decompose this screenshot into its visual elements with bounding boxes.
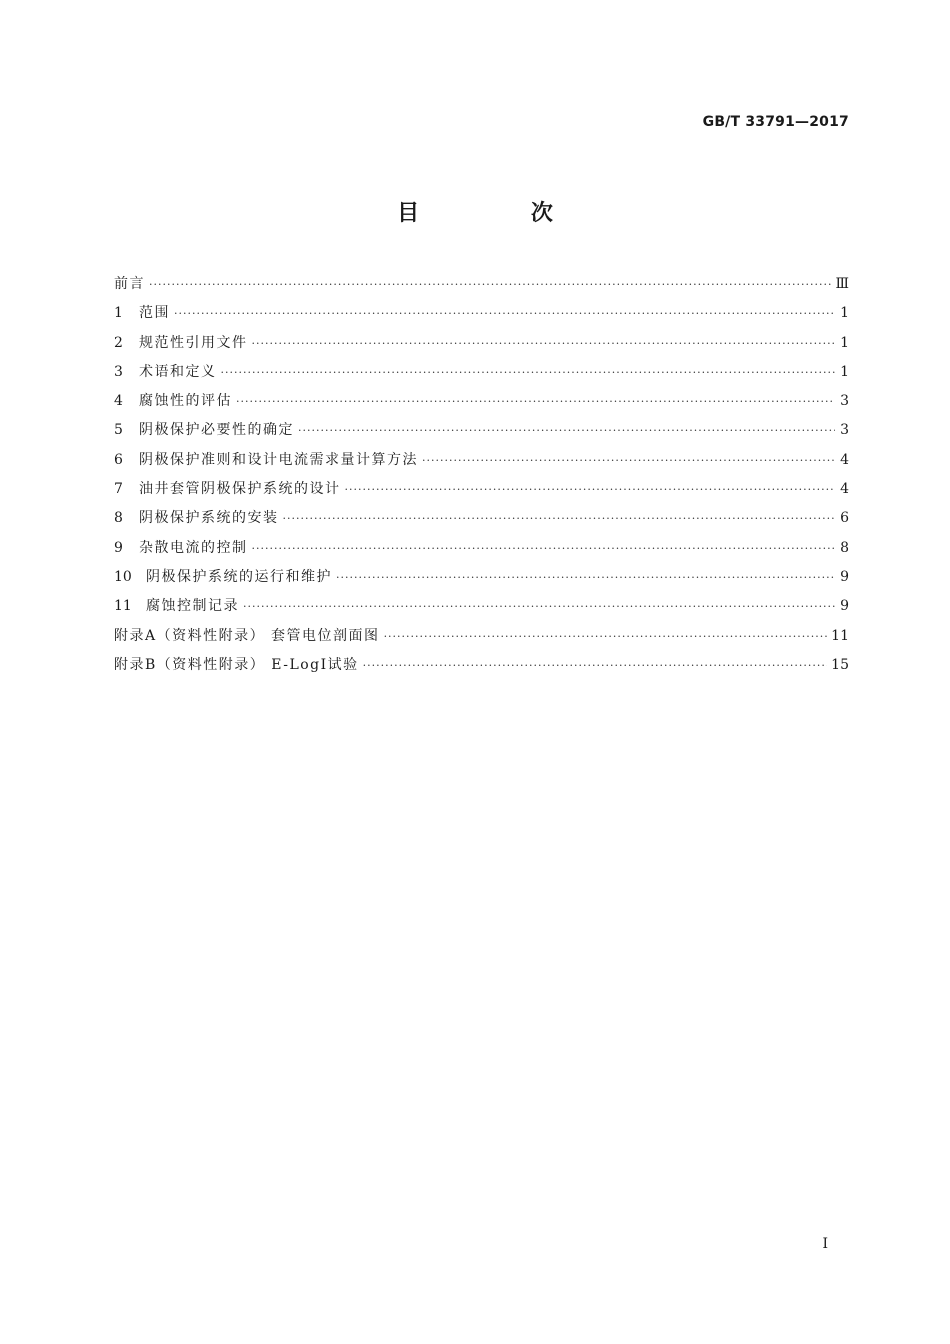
toc-entry-number: 6 (114, 451, 123, 468)
page-title: 目 次 (397, 201, 605, 226)
toc-entry-number: 8 (114, 510, 123, 527)
toc-entry-10[interactable] (114, 563, 849, 592)
toc-entry-number: 5 (114, 422, 123, 439)
toc-entry-8[interactable] (114, 504, 849, 533)
toc-entry-page: 1 (840, 363, 849, 380)
toc-leader-dots (298, 416, 835, 445)
toc-entry-number: 9 (114, 539, 123, 556)
toc-entry-page: 9 (840, 568, 849, 585)
toc-entry-label: 阴极保护系统的运行和维护 (146, 568, 332, 585)
toc-entry-label: 附录A（资料性附录） 套管电位剖面图 (114, 627, 380, 644)
toc-entry-page: 6 (840, 510, 849, 527)
toc-entry-page: 3 (840, 393, 849, 410)
toc-entry-label: 腐蚀性的评估 (139, 393, 232, 410)
toc-entry-annex-a[interactable] (114, 622, 849, 651)
toc-entry-annex-b[interactable] (114, 651, 849, 680)
toc-entry-page: 1 (840, 305, 849, 322)
toc-leader-dots (149, 270, 831, 299)
toc-entry-number: 1 (114, 305, 123, 322)
toc-entry-number: 4 (114, 393, 123, 410)
toc-leader-dots (252, 534, 836, 563)
toc-entry-label: 阴极保护准则和设计电流需求量计算方法 (139, 451, 418, 468)
toc-entry-number: 3 (114, 363, 123, 380)
toc-entry-page: 15 (831, 656, 849, 673)
toc-leader-dots (236, 387, 835, 416)
toc-entry-label: 附录B（资料性附录） E-LogI试验 (114, 656, 359, 673)
toc-entry-page: 8 (840, 539, 849, 556)
toc-leader-dots (384, 622, 828, 651)
toc-entry-6[interactable] (114, 446, 849, 475)
toc-leader-dots (363, 651, 828, 680)
toc-leader-dots (174, 299, 835, 328)
toc-entry-4[interactable] (114, 387, 849, 416)
toc-entry-label: 腐蚀控制记录 (146, 598, 239, 615)
toc-leader-dots (345, 475, 836, 504)
toc-entry-foreword[interactable] (114, 270, 849, 299)
toc-entry-label: 规范性引用文件 (139, 334, 248, 351)
toc-leader-dots (221, 358, 836, 387)
toc-leader-dots (422, 446, 835, 475)
toc-entry-label: 油井套管阴极保护系统的设计 (139, 481, 341, 498)
toc-entry-11[interactable] (114, 592, 849, 621)
toc-entry-1[interactable] (114, 299, 849, 328)
standard-code: GB/T 33791—2017 (702, 114, 849, 130)
toc-entry-label: 前言 (114, 276, 145, 292)
toc-entry-7[interactable] (114, 475, 849, 504)
toc-entry-page: 1 (840, 334, 849, 351)
toc-entry-9[interactable] (114, 534, 849, 563)
toc-entry-label: 范围 (139, 305, 170, 322)
toc-entry-page: 11 (831, 627, 849, 644)
toc-entry-number: 7 (114, 481, 123, 498)
toc-entry-page: 9 (840, 598, 849, 615)
toc-entry-number: 10 (114, 568, 132, 585)
toc-entry-label: 阴极保护系统的安装 (139, 510, 279, 527)
toc-entry-label: 阴极保护必要性的确定 (139, 422, 294, 439)
toc-leader-dots (243, 592, 835, 621)
toc-entry-page: Ⅲ (835, 276, 849, 292)
page-number: I (822, 1236, 828, 1252)
toc-entry-number: 11 (114, 598, 132, 615)
toc-entry-2[interactable] (114, 329, 849, 358)
toc-entry-5[interactable] (114, 416, 849, 445)
toc-entry-page: 3 (840, 422, 849, 439)
toc-leader-dots (252, 329, 836, 358)
toc-entry-page: 4 (840, 481, 849, 498)
toc-entry-page: 4 (840, 451, 849, 468)
toc-entry-3[interactable] (114, 358, 849, 387)
toc-leader-dots (336, 563, 835, 592)
toc-leader-dots (283, 504, 836, 533)
toc-entry-label: 杂散电流的控制 (139, 539, 248, 556)
toc-entry-number: 2 (114, 334, 123, 351)
table-of-contents (114, 270, 849, 680)
toc-entry-label: 术语和定义 (139, 363, 217, 380)
